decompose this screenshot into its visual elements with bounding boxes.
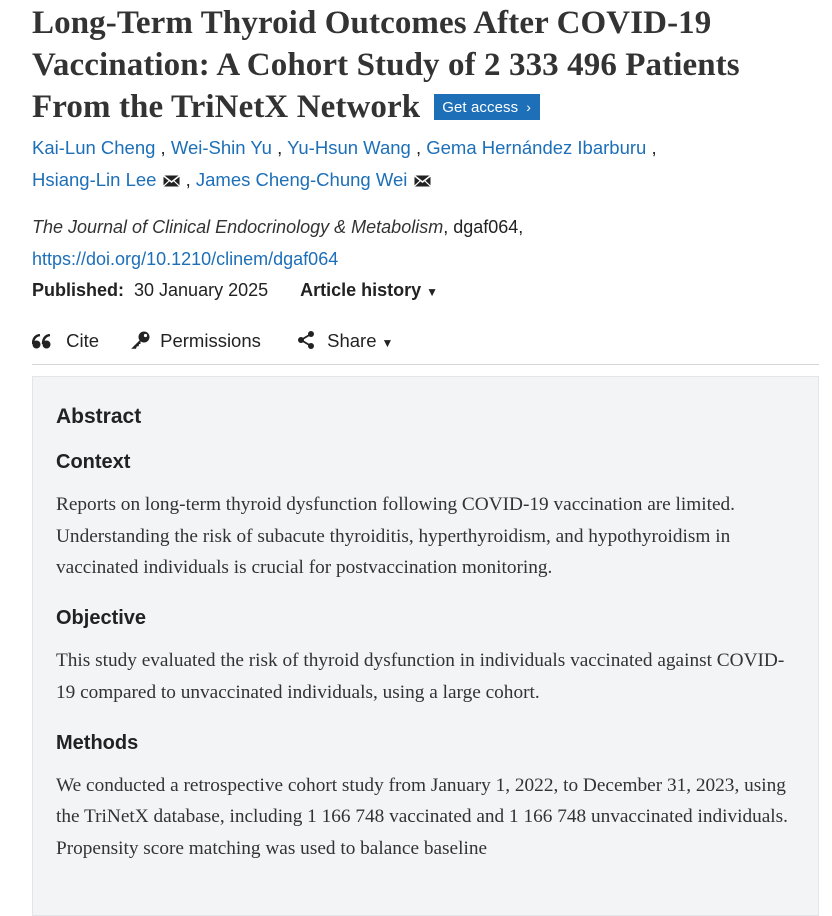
abstract-heading: Abstract: [56, 405, 142, 428]
published-label: Published:: [32, 280, 125, 300]
section-heading-objective: Objective: [56, 607, 147, 630]
article-title: [32, 0, 819, 128]
published-date: 30 January 2025: [134, 280, 269, 300]
share-label: Share: [327, 330, 377, 351]
author-list: Kai-Lun Cheng , Wei-Shin Yu , Yu-Hsun Wang , Gema Hernández Ibarburu , Hsiang-Lin Lee , James Cheng-Chung Wei: [32, 137, 657, 190]
section-heading-context: Context: [56, 451, 131, 473]
article-history-toggle[interactable]: [300, 280, 438, 300]
quote-icon: [32, 334, 52, 350]
key-icon: [131, 330, 151, 350]
envelope-icon[interactable]: [414, 175, 431, 187]
author-link[interactable]: Wei-Shin Yu: [170, 137, 272, 158]
caret-down-icon: ▼: [381, 336, 394, 350]
cite-button[interactable]: [32, 326, 99, 356]
publication-info: [32, 275, 819, 307]
get-access-button[interactable]: [434, 94, 540, 120]
cite-label: Cite: [66, 330, 100, 351]
chevron-right-icon: ›: [526, 99, 532, 115]
journal-name: The Journal of Clinical Endocrinology & Metabolism: [32, 217, 444, 237]
section-heading-methods: Methods: [56, 731, 139, 754]
permissions-button[interactable]: [131, 326, 261, 356]
share-icon: [296, 330, 316, 350]
caret-down-icon: ▼: [426, 285, 439, 299]
article-history-label: Article history: [300, 280, 422, 300]
author-link[interactable]: Kai-Lun Cheng: [32, 137, 156, 158]
citation-line: The Journal of Clinical Endocrinology & Metabolism, dgaf064, https://doi.org/10.1210/clinem/dgaf064: [32, 217, 524, 269]
abstract-panel: [32, 376, 819, 916]
article-header: [32, 0, 819, 859]
doi-link[interactable]: https://doi.org/10.1210/clinem/dgaf064: [32, 249, 339, 269]
section-text-methods: We conducted a retrospective cohort study from January 1, 2022, to December 31, 2023, using the TriNetX database, including 1 166 748 vaccinated and 1 166 748 unvaccinated individuals. Propensity score matching was used to balance baseline: [56, 774, 788, 859]
get-access-label: Get access: [442, 99, 519, 116]
section-text-context: Reports on long-term thyroid dysfunction following COVID-19 vaccination are limited. Understanding the risk of subacute thyroiditis, hyperthyroidism, and hypothyroidism in vaccinated individuals is crucial for postvaccination monitoring.: [56, 494, 735, 579]
article-title-text: Long-Term Thyroid Outcomes After COVID-19 Vaccination: A Cohort Study of 2 333 496 Patients From the TriNetX Network: [32, 5, 740, 125]
author-link[interactable]: Hsiang-Lin Lee: [32, 169, 157, 190]
author-link[interactable]: Gema Hernández Ibarburu: [426, 137, 647, 158]
permissions-label: Permissions: [160, 330, 261, 351]
article-id: dgaf064,: [453, 217, 524, 237]
section-text-objective: This study evaluated the risk of thyroid dysfunction in individuals vaccinated against COVID-19 compared to unvaccinated individuals, using a large cohort.: [56, 650, 785, 703]
author-link[interactable]: James Cheng-Chung Wei: [195, 169, 408, 190]
article-toolbar: [32, 326, 819, 365]
share-button[interactable]: [296, 326, 393, 358]
envelope-icon[interactable]: [163, 175, 180, 187]
author-link[interactable]: Yu-Hsun Wang: [287, 137, 411, 158]
